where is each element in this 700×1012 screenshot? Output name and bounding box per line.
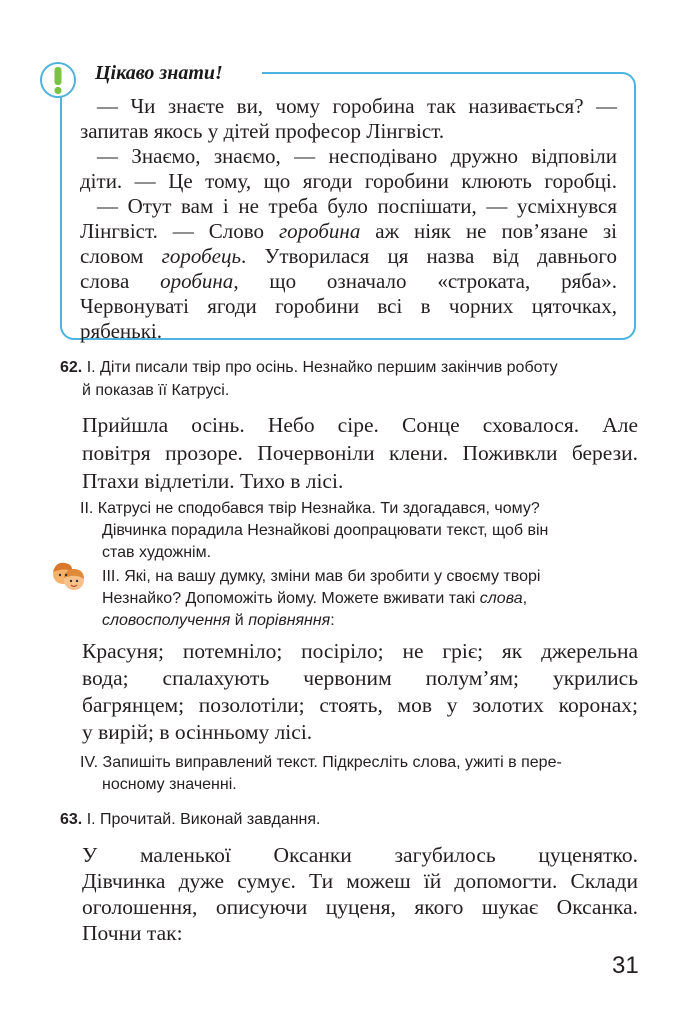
task-62-part4: ІV. Запишіть виправлений текст. Підкресліть слова, ужиті в пере- — [80, 754, 562, 771]
task-63-text-line: У маленької Оксанки загубилось цуценятко. — [82, 843, 638, 867]
info-term: горобина — [278, 219, 361, 243]
info-line: рябенькі. — [80, 319, 162, 343]
info-term: оробина — [160, 269, 234, 293]
task-63-instruction: 63. І. Прочитай. Виконай завдання. — [60, 811, 321, 828]
info-line: — Отут вам і не треба було поспішати, — усміхнувся — [97, 194, 617, 218]
task-62-part2: ІІ. Катрусі не сподобався твір Незнайка. Ти здогадався, чому? — [80, 500, 540, 517]
info-line: слова оробина, що означало «строката, ряба». — [80, 269, 617, 293]
task-63-text-line: Почни так: — [82, 921, 183, 945]
exclamation-icon — [38, 60, 78, 100]
task-62-text-line: повітря прозоре. Почервоніли клени. Поживкли берези. — [82, 441, 638, 465]
info-line: словом горобець. Утворилася ця назва від давнього — [80, 244, 617, 268]
task-62-part4: носному значенні. — [102, 776, 237, 793]
info-line: — Чи знаєте ви, чому горобина так називається? — — [97, 94, 617, 118]
task-62-words-line: у вирій; в осінньому лісі. — [82, 720, 313, 744]
task-62-part3: ІІІ. Які, на вашу думку, зміни мав би зробити у своєму творі — [102, 568, 541, 585]
info-line: діти. — Це тому, що ягоди горобини клюють горобці. — [80, 169, 617, 193]
task-62-words-line: Красуня; потемніло; посіріло; не гріє; як джерельна — [82, 639, 638, 663]
task-62-part3: Незнайко? Допоможіть йому. Можете вживати такі слова, — [102, 590, 528, 607]
task-62-part2: став художнім. — [102, 544, 212, 561]
info-header-divider — [265, 72, 605, 74]
task-number: 63. — [60, 811, 83, 828]
task-62-part3: словосполучення й порівняння: — [102, 612, 335, 629]
children-icon — [50, 558, 86, 594]
task-62-words-line: вода; спалахують червоним полум’ям; укрились — [82, 666, 638, 690]
info-line: Червонуваті ягоди горобини всі в чорних цяточках, — [80, 294, 617, 318]
info-line: запитав якось у дітей професор Лінгвіст. — [80, 119, 445, 143]
task-62-part2: Дівчинка порадила Незнайкові доопрацювати текст, щоб він — [102, 522, 549, 539]
task-62-instruction: 62. І. Діти писали твір про осінь. Незнайко першим закінчив роботу — [60, 359, 558, 376]
task-63-text-line: оголошення, описуючи цуценя, якого шукає Оксанка. — [82, 895, 638, 919]
info-box-title: Цікаво знати! — [95, 62, 223, 84]
page-number: 31 — [612, 952, 639, 979]
task-number: 62. — [60, 359, 83, 376]
task-62-words-line: багрянцем; позолотіли; стоять, мов у золотих коронах; — [82, 693, 638, 717]
info-line: Лінгвіст. — Слово горобина аж ніяк не пов’язане зі — [80, 219, 617, 243]
info-term: горобець — [161, 244, 242, 268]
task-62-text-line: Прийшла осінь. Небо сіре. Сонце сховалося. Але — [82, 413, 638, 437]
task-62-text-line: Птахи відлетіли. Тихо в лісі. — [82, 469, 344, 493]
task-62-instruction-cont: й показав її Катрусі. — [82, 382, 230, 399]
task-63-text-line: Дівчинка дуже сумує. Ти можеш їй допомогти. Склади — [82, 869, 638, 893]
info-line: — Знаємо, знаємо, — несподівано дружно відповіли — [97, 144, 617, 168]
